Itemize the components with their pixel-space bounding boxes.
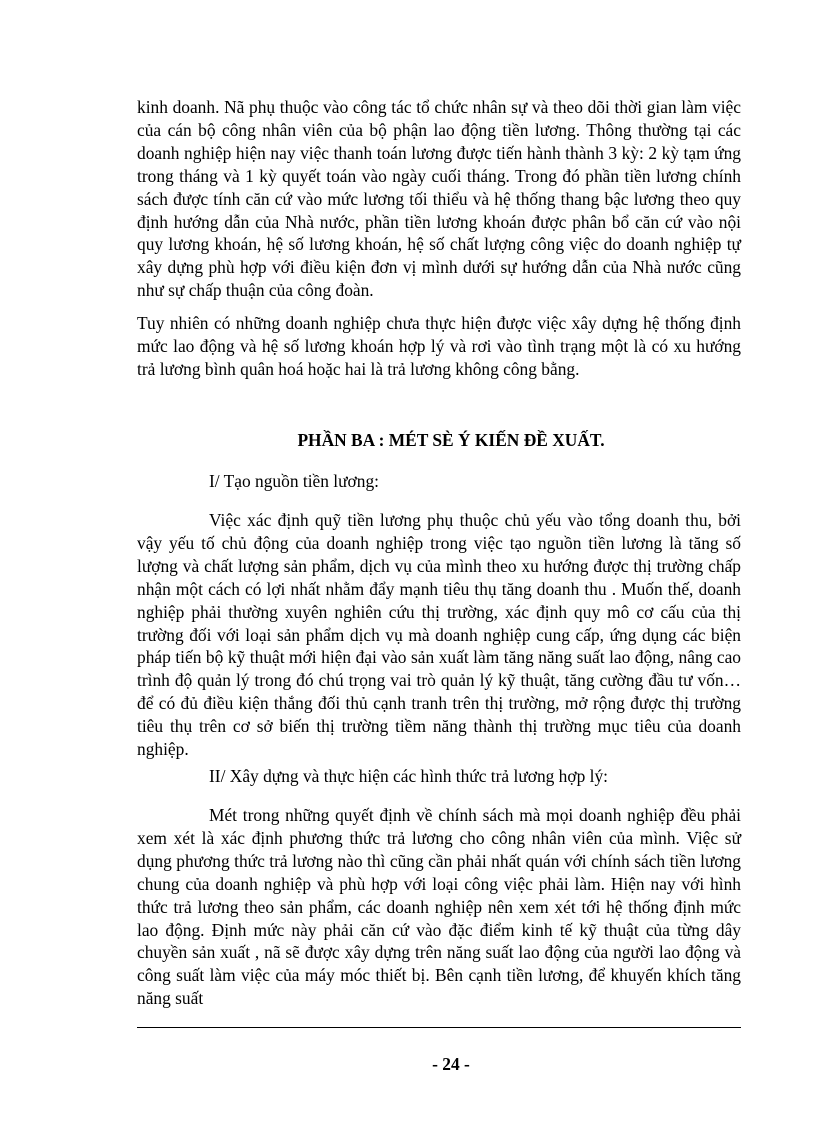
section-heading: PHẦN BA : MÉT SÈ Ý KIẾN ĐỀ XUẤT.	[297, 430, 605, 450]
page-number: - 24 -	[432, 1054, 470, 1074]
body-paragraph: Tuy nhiên có những doanh nghiệp chưa thực hiện được việc xây dựng hệ thống định mức lao động và hệ số lương khoán hợp lý và rơi vào tình trạng một là có xu hướng trả lương bình quân hoá hoặc hai là trả lương không công bằng.	[137, 313, 741, 379]
footer-divider	[137, 1027, 741, 1028]
body-paragraph: Mét trong những quyết định về chính sách mà mọi doanh nghiệp đều phải xem xét là xác định phương thức trả lương cho công nhân viên của mình. Việc sử dụng phương thức trả lương nào thì cũng cần phải nhất quán với chính sách tiền lương chung của doanh nghiệp và phù hợp với loại công việc phải làm. Hiện nay với hình thức trả lương theo sản phẩm, các doanh nghiệp nên xem xét tới hệ thống định mức lao động. Định mức này phải căn cứ vào đặc điểm kinh tế kỹ thuật của từng dây chuyền sản xuất , nã sẽ được xây dựng trên năng suất lao động của người lao động và công suất làm việc của máy móc thiết bị. Bên cạnh tiền lương, để khuyến khích tăng năng suất	[137, 805, 741, 1009]
body-paragraph: Việc xác định quỹ tiền lương phụ thuộc chủ yếu vào tổng doanh thu, bởi vậy yếu tố chủ động của doanh nghiệp trong việc tạo nguồn tiền lương là tăng số lượng và chất lượng sản phẩm, dịch vụ của mình theo xu hướng được thị trường chấp nhận một cách có lợi nhất nhằm đẩy mạnh tiêu thụ tăng doanh thu . Muốn thế, doanh nghiệp phải thường xuyên nghiên cứu thị trường, xác định quy mô cơ cấu của thị trường đối với loại sản phẩm dịch vụ mà doanh nghiệp cung cấp, ứng dụng các biện pháp tiến bộ kỹ thuật mới hiện đại vào sản xuất làm tăng năng suất lao động, nâng cao trình độ quản lý trong đó chú trọng vai trò quản lý kỹ thuật, tăng cường đầu tư vốn…để có đủ điều kiện thắng đối thủ cạnh tranh trên thị trường, mở rộng được thị trường tiêu thụ trên cơ sở biến thị trường tiềm năng thành thị trường mục tiêu của doanh nghiệp.	[137, 510, 741, 760]
subsection-title: II/ Xây dựng và thực hiện các hình thức trả lương hợp lý:	[209, 766, 608, 786]
body-paragraph: kinh doanh. Nã phụ thuộc vào công tác tổ chức nhân sự và theo dõi thời gian làm việc của cán bộ công nhân viên của bộ phận lao động tiền lương. Thông thường tại các doanh nghiệp hiện nay việc thanh toán lương được tiến hành thành 3 kỳ: 2 kỳ tạm ứng trong tháng và 1 kỳ quyết toán vào ngày cuối tháng. Trong đó phần tiền lương chính sách được tính căn cứ vào mức lương tối thiểu và hệ thống thang bậc lương theo quy định hướng dẫn của Nhà nước, phần tiền lương khoán được phân bổ căn cứ vào nội quy lương khoán, hệ số lương khoán, hệ số chất lượng công việc do doanh nghiệp tự xây dựng phù hợp với điều kiện đơn vị mình dưới sự hướng dẫn của Nhà nước cũng như sự chấp thuận của công đoàn.	[137, 97, 741, 301]
subsection-title: I/ Tạo nguồn tiền lương:	[209, 471, 379, 491]
